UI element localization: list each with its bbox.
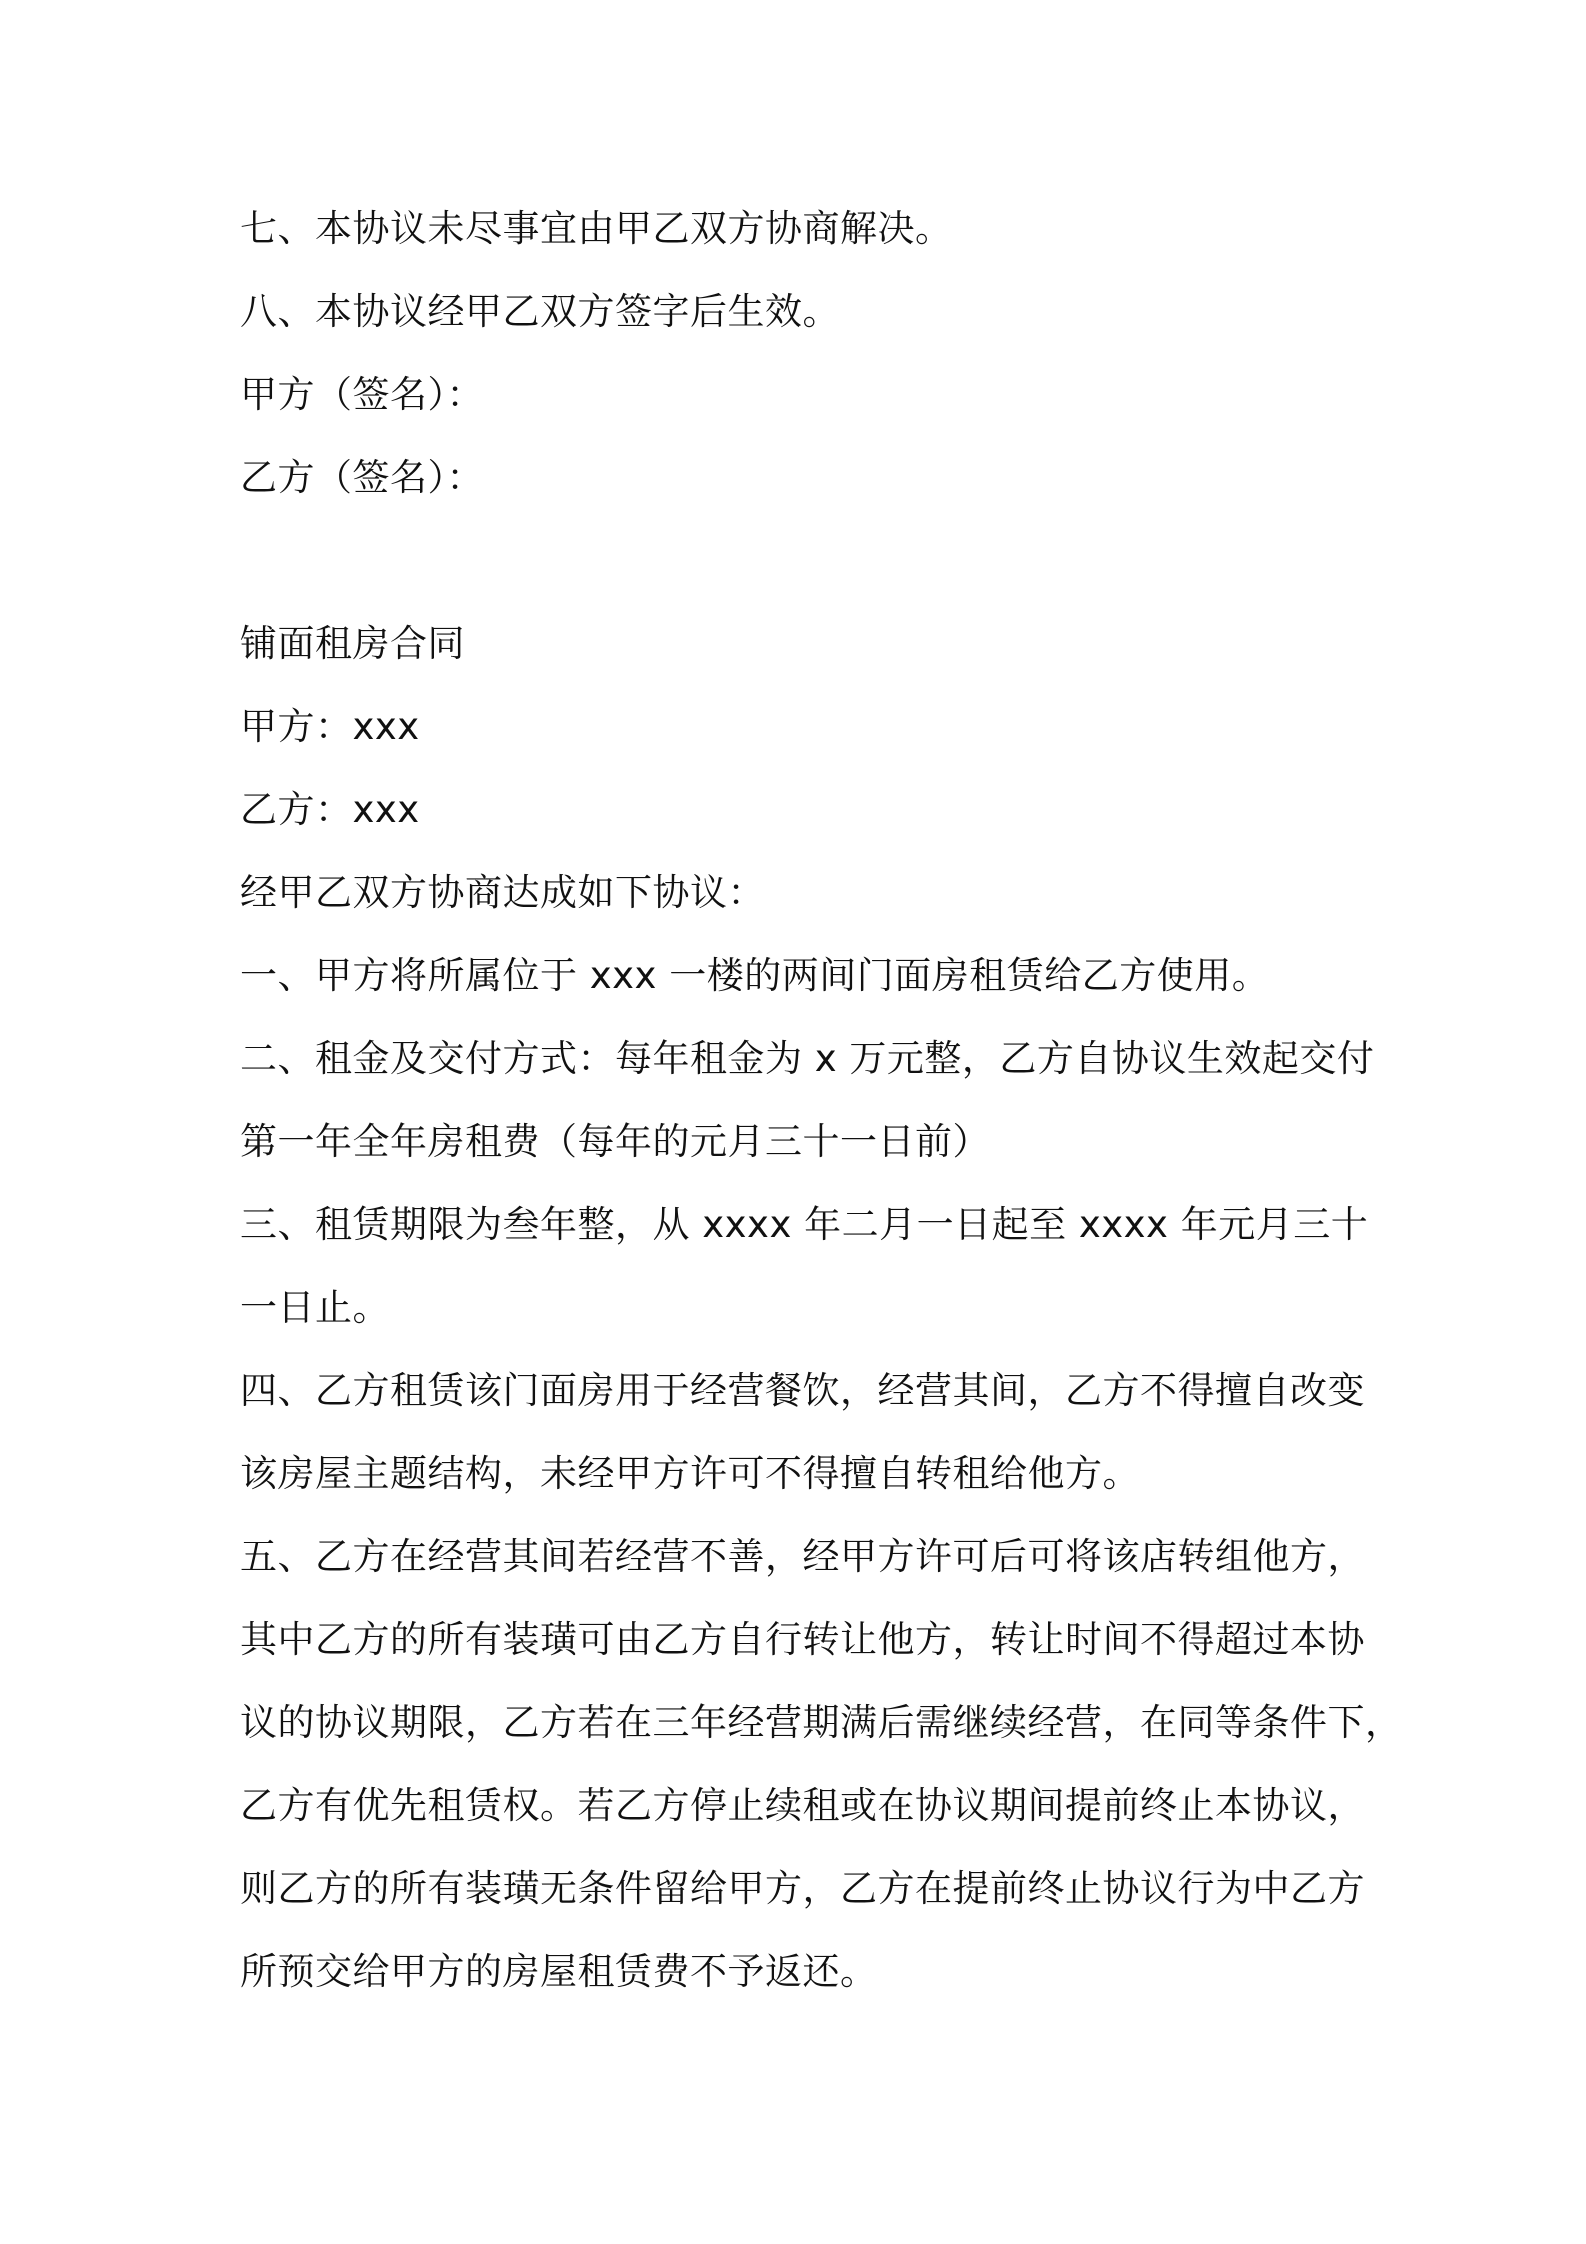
contract-title: 铺面租房合同 xyxy=(240,622,465,665)
clause-line: 议的协议期限，乙方若在三年经营期满后需继续经营，在同等条件下， xyxy=(240,1701,1403,1744)
clause-line: 第一年全年房租费（每年的元月三十一日前） xyxy=(240,1120,990,1163)
clause-line: 一、甲方将所属位于 xxx 一楼的两间门面房租赁给乙方使用。 xyxy=(240,954,1270,997)
party-b-signature: 乙方（签名）： xyxy=(240,456,484,499)
clause-line: 四、乙方租赁该门面房用于经营餐饮，经营其间，乙方不得擅自改变 xyxy=(240,1369,1365,1412)
clause-line: 该房屋主题结构，未经甲方许可不得擅自转租给他方。 xyxy=(240,1452,1140,1495)
agreement-intro: 经甲乙双方协商达成如下协议： xyxy=(240,871,765,914)
clause-line: 一日止。 xyxy=(240,1286,390,1329)
clause-line: 乙方有优先租赁权。若乙方停止续租或在协议期间提前终止本协议， xyxy=(240,1784,1365,1827)
clause-seven: 七、本协议未尽事宜由甲乙双方协商解决。 xyxy=(240,207,953,250)
party-a: 甲方：xxx xyxy=(240,705,420,748)
clause-line: 则乙方的所有装璜无条件留给甲方，乙方在提前终止协议行为中乙方 xyxy=(240,1867,1365,1910)
clause-line: 二、租金及交付方式：每年租金为 x 万元整，乙方自协议生效起交付 xyxy=(240,1037,1375,1080)
clause-line: 三、租赁期限为叁年整，从 xxxx 年二月一日起至 xxxx 年元月三十 xyxy=(240,1203,1369,1246)
party-b: 乙方：xxx xyxy=(240,788,420,831)
clause-line: 所预交给甲方的房屋租赁费不予返还。 xyxy=(240,1950,878,1993)
clause-line: 五、乙方在经营其间若经营不善，经甲方许可后可将该店转组他方， xyxy=(240,1535,1365,1578)
clause-line: 其中乙方的所有装璜可由乙方自行转让他方，转让时间不得超过本协 xyxy=(240,1618,1365,1661)
party-a-signature: 甲方（签名）： xyxy=(240,373,484,416)
clause-eight: 八、本协议经甲乙双方签字后生效。 xyxy=(240,290,840,333)
